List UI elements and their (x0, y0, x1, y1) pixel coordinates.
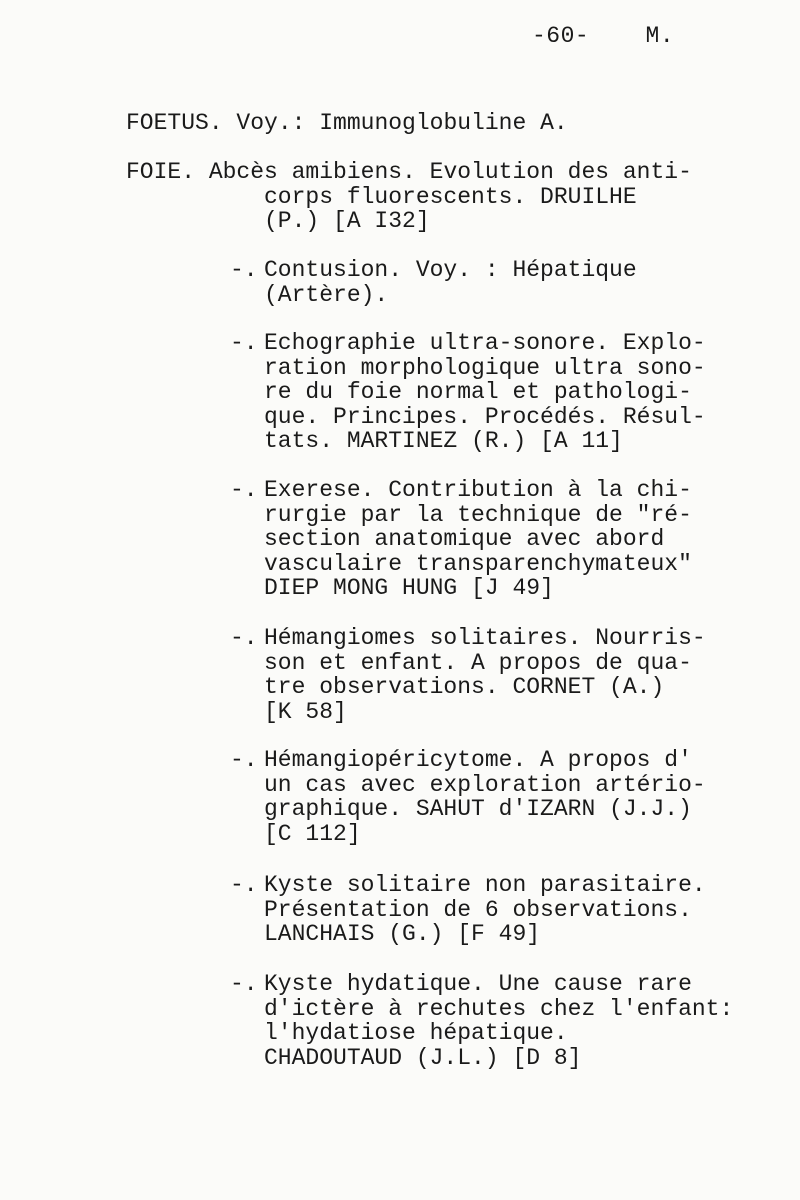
subentry-hemangiomes (0, 626, 800, 731)
subentry-line: tats. MARTINEZ (R.) [A 11] (264, 428, 623, 454)
subentry-line: (Artère). (264, 281, 389, 308)
page-header (532, 24, 674, 49)
subentry-line: que. Principes. Procédés. Résul- (264, 403, 706, 430)
subentry-line: [C 112] (264, 820, 361, 847)
subentry-line: Présentation de 6 observations. (264, 896, 692, 923)
subentry-line: son et enfant. A propos de qua- (264, 649, 692, 676)
subentry-line: Hémangiopéricytome. A propos d' (264, 747, 692, 773)
subentry-line: Kyste solitaire non parasitaire. (264, 872, 706, 898)
subentry-dash: -. (230, 747, 258, 773)
subentry-line: CHADOUTAUD (J.L.) [D 8] (264, 1044, 582, 1071)
subentry-line: LANCHAIS (G.) [F 49] (264, 921, 541, 947)
subentry-dash: -. (230, 330, 258, 356)
subentry-line: l'hydatiose hépatique. (264, 1020, 568, 1046)
subentry-line: tre observations. CORNET (A.) (264, 674, 665, 700)
entry-line: (P.) [A I32] (264, 208, 430, 234)
section-letter: M. (645, 23, 675, 49)
entry-line: FOIE. Abcès amibiens. Evolution des anti- (126, 159, 692, 185)
subentry-hemangiopericytome (0, 748, 800, 853)
subentry-line: un cas avec exploration artério- (264, 771, 706, 798)
subentry-line: Exerese. Contribution à la chi- (264, 477, 692, 503)
subentry-line: vasculaire transparenchymateux" (264, 550, 692, 577)
subentry-line: [K 58] (264, 698, 347, 725)
subentry-dash: -. (230, 477, 258, 503)
subentry-line: Echographie ultra-sonore. Explo- (264, 330, 706, 356)
subentry-line: Contusion. Voy. : Hépatique (264, 257, 637, 283)
subentry-line: Hémangiomes solitaires. Nourris- (264, 625, 706, 651)
subentry-dash: -. (230, 971, 258, 997)
subentry-dash: -. (230, 625, 258, 651)
subentry-contusion (0, 258, 800, 318)
subentry-exerese (0, 478, 800, 608)
subentry-line: d'ictère à rechutes chez l'enfant: (264, 995, 734, 1022)
subentry-line: rurgie par la technique de "ré- (264, 501, 692, 528)
subentry-line: re du foie normal et pathologi- (264, 379, 692, 405)
subentry-kyste-solitaire (0, 873, 800, 953)
subentry-kyste-hydatique (0, 972, 800, 1077)
entry-line: corps fluorescents. DRUILHE (264, 183, 637, 210)
index-entry-foie (126, 160, 766, 234)
subentry-echographie (0, 331, 800, 461)
subentry-line: Kyste hydatique. Une cause rare (264, 971, 692, 997)
subentry-dash: -. (230, 257, 258, 283)
subentry-line: ration morphologique ultra sono- (264, 354, 706, 381)
subentry-dash: -. (230, 872, 258, 898)
subentry-line: DIEP MONG HUNG [J 49] (264, 575, 554, 601)
subentry-line: graphique. SAHUT d'IZARN (J.J.) (264, 796, 692, 822)
subentry-line: section anatomique avec abord (264, 526, 665, 552)
entry-line: FOETUS. Voy.: Immunoglobuline A. (126, 110, 568, 136)
page-number: -60- (532, 23, 590, 49)
index-entry-foetus (126, 111, 766, 136)
